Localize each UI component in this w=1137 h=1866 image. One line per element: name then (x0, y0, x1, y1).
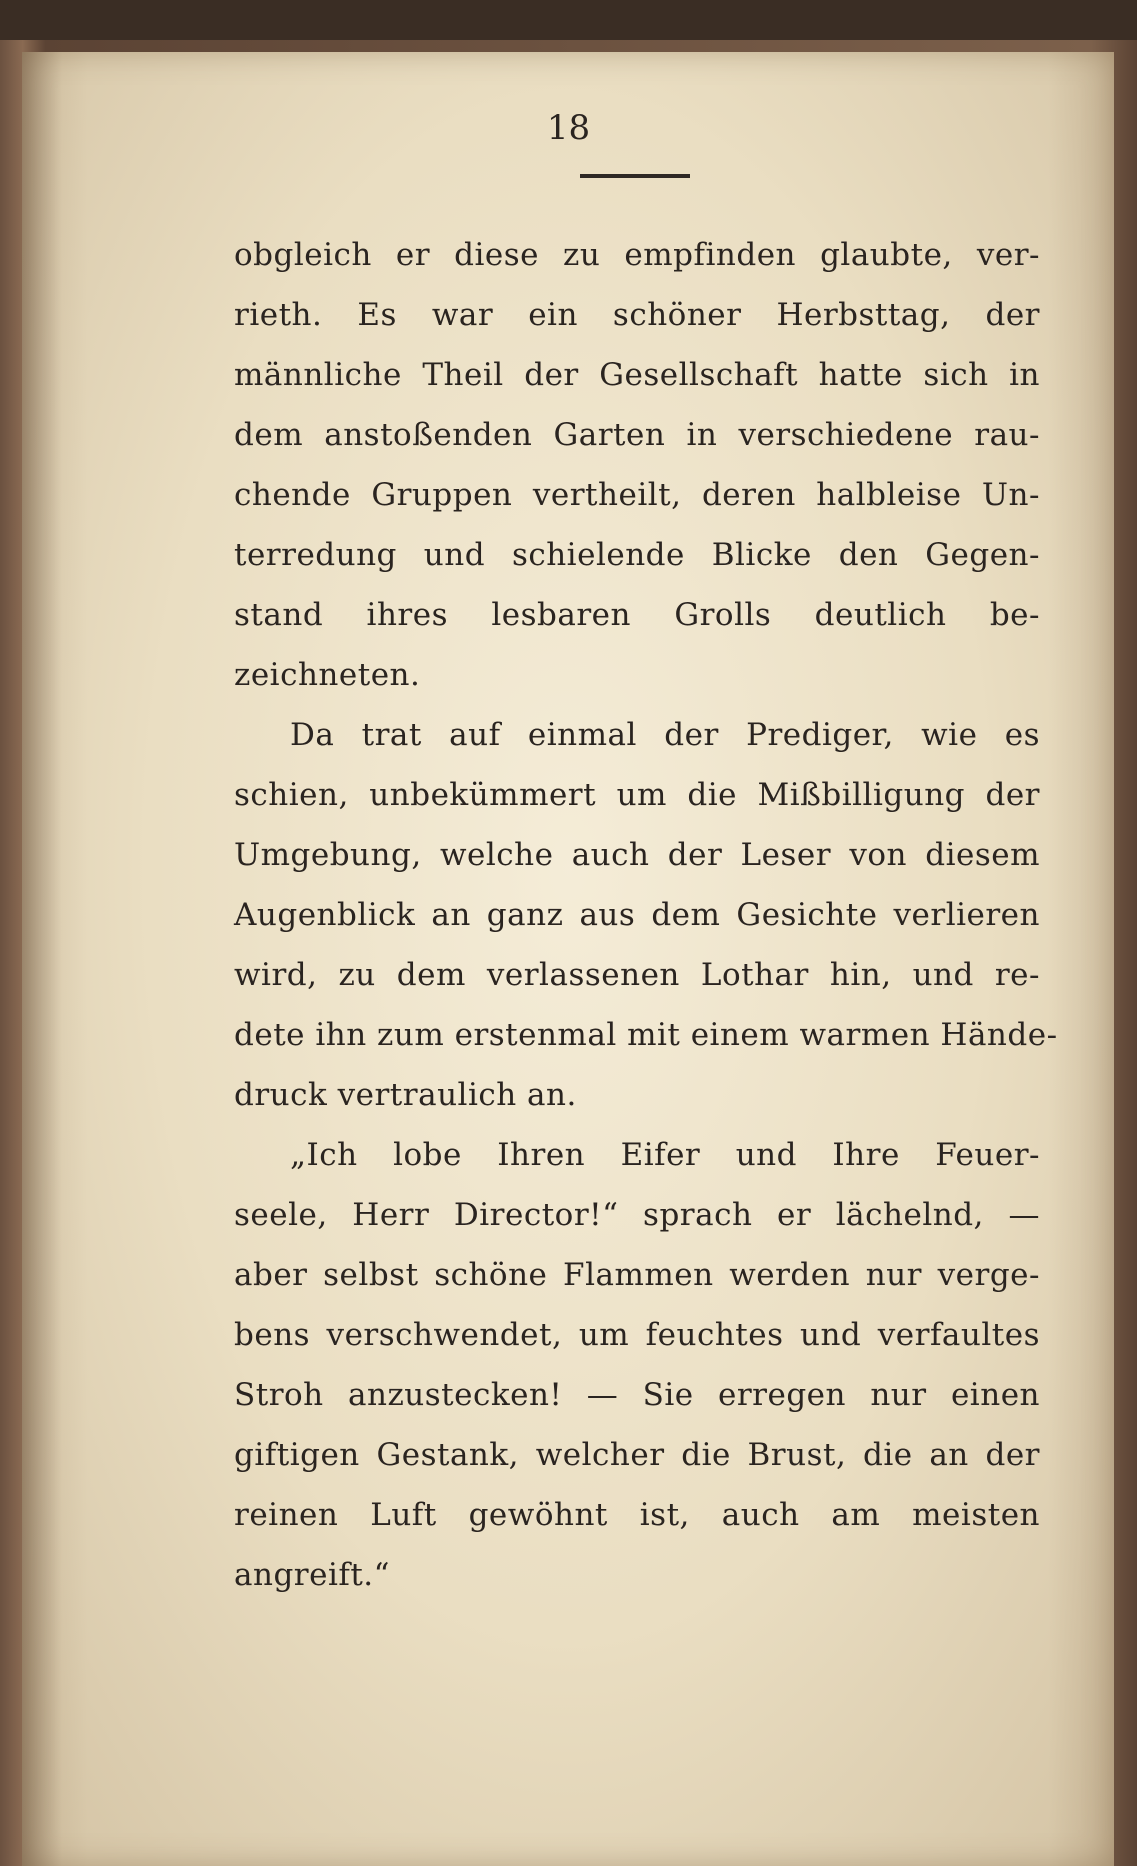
text-line: dete ihn zum erstenmal mit einem warmen Hände- (234, 1017, 1058, 1053)
text-line: bens verschwendet, um feuchtes und verfaultes (234, 1317, 1040, 1353)
text-line: Da trat auf einmal der Prediger, wie es (290, 717, 1040, 753)
page-number: 18 (546, 108, 591, 148)
page-number-rule (580, 174, 690, 178)
text-line: dem anstoßenden Garten in verschiedene rau- (234, 417, 1040, 453)
text-line: reinen Luft gewöhnt ist, auch am meisten (234, 1497, 1040, 1533)
text-line: Augenblick an ganz aus dem Gesichte verlieren (234, 897, 1040, 933)
text-line: obgleich er diese zu empfinden glaubte, ver- (234, 237, 1040, 273)
text-line: Stroh anzustecken! — Sie erregen nur einen (234, 1377, 1040, 1413)
text-line: wird, zu dem verlassenen Lothar hin, und re- (234, 957, 1040, 993)
text-line: terredung und schielende Blicke den Gegen- (234, 537, 1040, 573)
text-line: giftigen Gestank, welcher die Brust, die an der (234, 1437, 1040, 1473)
spine-shadow (22, 52, 62, 1866)
text-line: aber selbst schöne Flammen werden nur verge- (234, 1257, 1040, 1293)
body-text (234, 225, 1058, 1605)
text-line: seele, Herr Director!“ sprach er lächelnd, — (234, 1197, 1040, 1233)
text-line: „Ich lobe Ihren Eifer und Ihre Feuer- (290, 1137, 1040, 1173)
text-line: chende Gruppen vertheilt, deren halbleise Un- (234, 477, 1040, 513)
text-line: Umgebung, welche auch der Leser von diesem (234, 837, 1040, 873)
text-line: zeichneten. (234, 657, 421, 693)
text-line: stand ihres lesbaren Grolls deutlich be- (234, 597, 1040, 633)
text-line: rieth. Es war ein schöner Herbsttag, der (234, 297, 1040, 333)
text-line: schien, unbekümmert um die Mißbilligung der (234, 777, 1040, 813)
text-line: druck vertraulich an. (234, 1077, 577, 1113)
text-line: männliche Theil der Gesellschaft hatte sich in (234, 357, 1040, 393)
text-line: angreift.“ (234, 1557, 391, 1593)
